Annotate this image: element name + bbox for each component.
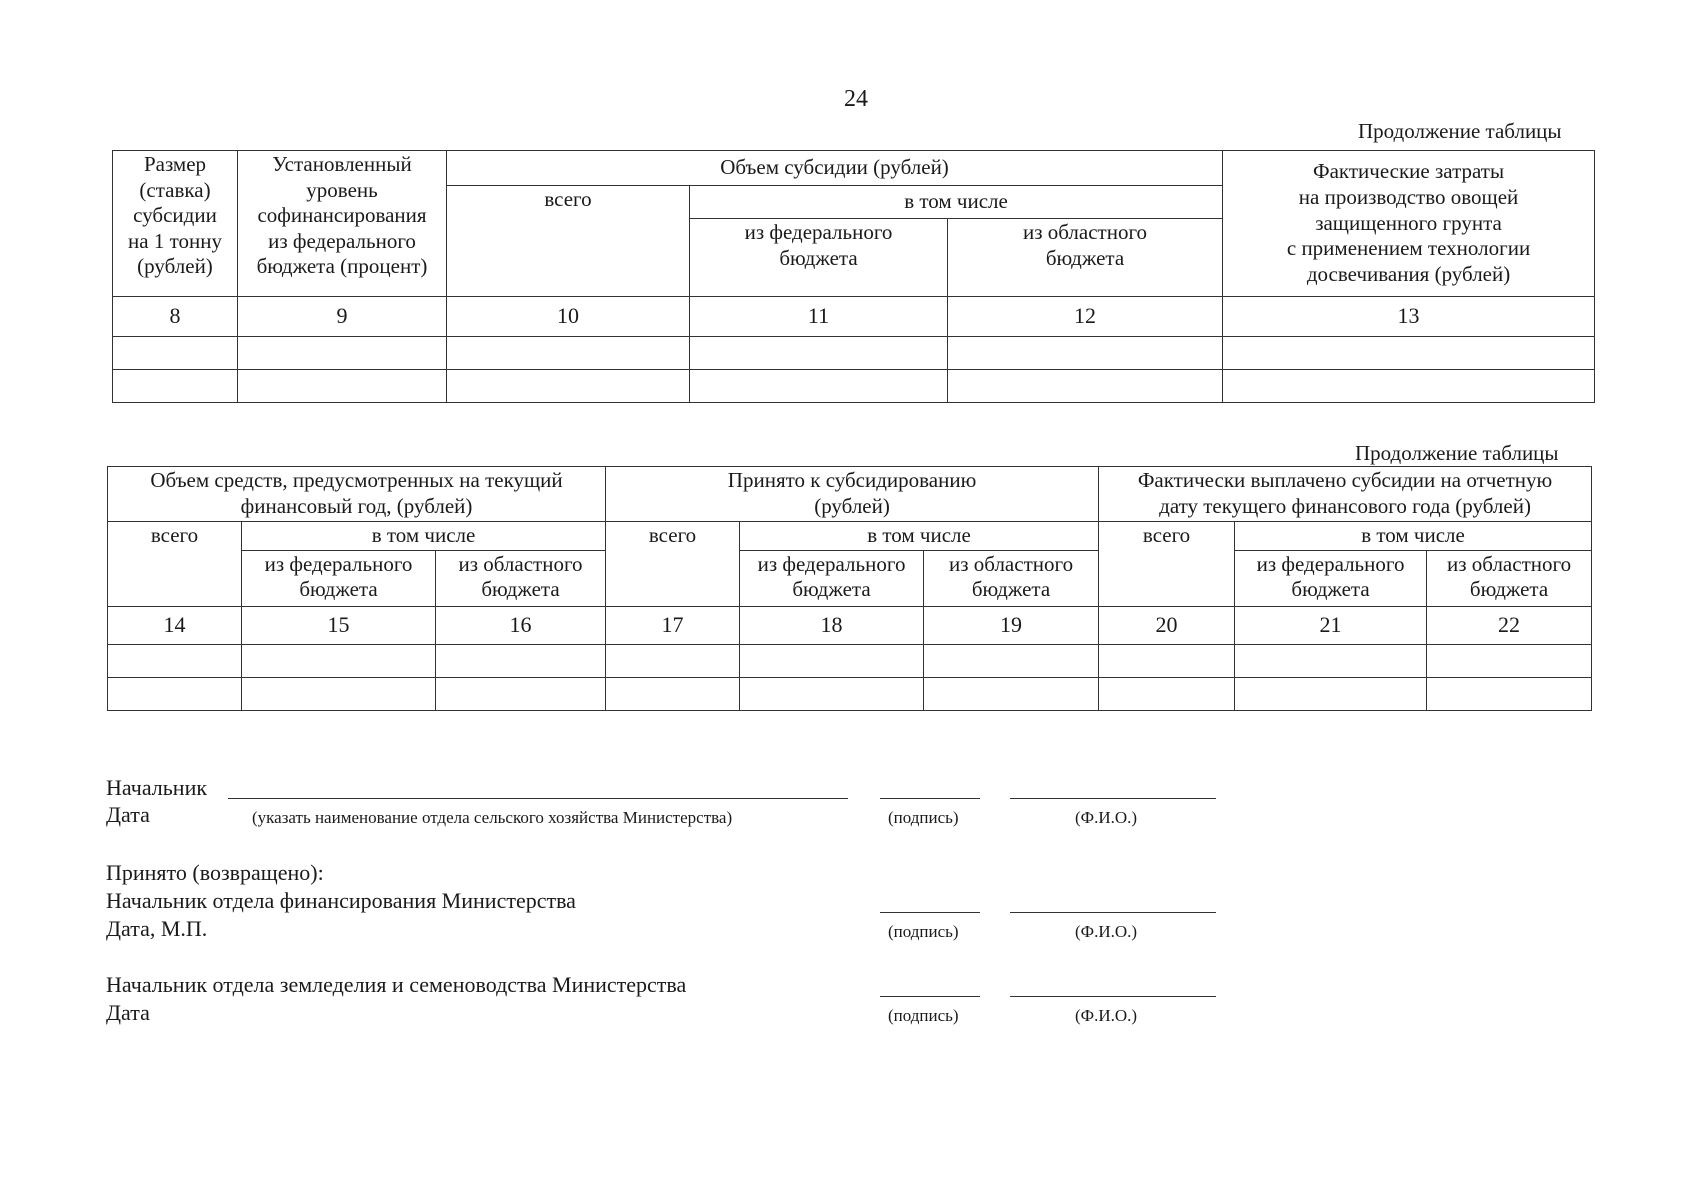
empty-cell — [242, 677, 436, 710]
header-regional: из областного бюджета — [924, 550, 1099, 606]
empty-cell — [948, 337, 1223, 370]
header-planned-funds: Объем средств, предусмотренных на текущий финансовый год, (рублей) — [108, 467, 606, 522]
empty-cell — [238, 337, 447, 370]
header-cofinancing-level: Установленный уровень софинансирования из федерального бюджета (процент) — [238, 151, 447, 297]
column-number: 9 — [238, 297, 447, 337]
empty-cell — [690, 337, 948, 370]
header-including: в том числе — [690, 186, 1223, 219]
finance-head-label: Начальник отдела финансирования Министерства — [106, 888, 576, 913]
empty-cell — [108, 677, 242, 710]
header-federal: из федерального бюджета — [1235, 550, 1427, 606]
page-number: 24 — [844, 86, 868, 112]
header-total: всего — [606, 522, 740, 607]
empty-cell — [1235, 677, 1427, 710]
fio-hint: (Ф.И.О.) — [1075, 808, 1138, 827]
fio-hint: (Ф.И.О.) — [1075, 1006, 1138, 1025]
signature-hint: (подпись) — [888, 922, 959, 941]
fio-line — [1010, 798, 1216, 799]
fio-line — [1010, 912, 1216, 913]
empty-cell — [108, 644, 242, 677]
head-label: Начальник — [106, 775, 208, 800]
header-regional: из областного бюджета — [1427, 550, 1592, 606]
empty-cell — [113, 337, 238, 370]
empty-cell — [1099, 644, 1235, 677]
header-regional: из областного бюджета — [948, 219, 1223, 297]
empty-cell — [436, 677, 606, 710]
empty-cell — [1235, 644, 1427, 677]
subsidy-table-2 — [107, 466, 1592, 711]
signature-hint: (подпись) — [888, 808, 959, 827]
header-accepted: Принято к субсидированию (рублей) — [606, 467, 1099, 522]
header-including: в том числе — [1235, 522, 1592, 551]
signature-hint: (подпись) — [888, 1006, 959, 1025]
empty-cell — [606, 677, 740, 710]
column-number: 18 — [740, 606, 924, 644]
empty-cell — [447, 337, 690, 370]
column-number: 8 — [113, 297, 238, 337]
column-number: 11 — [690, 297, 948, 337]
date-stamp-label: Дата, М.П. — [106, 916, 208, 941]
empty-cell — [113, 370, 238, 403]
signature-line — [880, 996, 980, 997]
empty-cell — [606, 644, 740, 677]
header-actual-costs: Фактические затраты на производство овощей защищенного грунта с применением технологии досвечивания (рублей) — [1223, 151, 1595, 297]
header-total: всего — [1099, 522, 1235, 607]
header-including: в том числе — [740, 522, 1099, 551]
column-number: 19 — [924, 606, 1099, 644]
empty-cell — [740, 677, 924, 710]
column-number: 20 — [1099, 606, 1235, 644]
column-number: 22 — [1427, 606, 1592, 644]
agri-head-label: Начальник отдела земледелия и семеноводства Министерства — [106, 972, 687, 997]
fio-hint: (Ф.И.О.) — [1075, 922, 1138, 941]
signature-line — [880, 912, 980, 913]
empty-cell — [436, 644, 606, 677]
accepted-returned-label: Принято (возвращено): — [106, 860, 324, 885]
empty-cell — [1427, 644, 1592, 677]
column-number: 17 — [606, 606, 740, 644]
column-number: 16 — [436, 606, 606, 644]
dept-name-line — [228, 798, 848, 799]
empty-cell — [948, 370, 1223, 403]
column-number: 21 — [1235, 606, 1427, 644]
empty-cell — [1427, 677, 1592, 710]
column-number: 14 — [108, 606, 242, 644]
signature-line — [880, 798, 980, 799]
empty-cell — [242, 644, 436, 677]
fio-line — [1010, 996, 1216, 997]
empty-cell — [690, 370, 948, 403]
subsidy-table-1 — [112, 150, 1595, 403]
empty-cell — [1223, 370, 1595, 403]
dept-name-hint: (указать наименование отдела сельского хозяйства Министерства) — [252, 808, 733, 827]
empty-cell — [447, 370, 690, 403]
empty-cell — [1223, 337, 1595, 370]
empty-cell — [924, 644, 1099, 677]
column-number: 15 — [242, 606, 436, 644]
header-federal: из федерального бюджета — [740, 550, 924, 606]
empty-cell — [740, 644, 924, 677]
continuation-label-2: Продолжение таблицы — [1355, 441, 1559, 465]
header-federal: из федерального бюджета — [242, 550, 436, 606]
header-federal: из федерального бюджета — [690, 219, 948, 297]
continuation-label-1: Продолжение таблицы — [1358, 119, 1562, 143]
empty-cell — [238, 370, 447, 403]
column-number: 13 — [1223, 297, 1595, 337]
date-label-2: Дата — [106, 1000, 150, 1025]
column-number: 10 — [447, 297, 690, 337]
header-total: всего — [108, 522, 242, 607]
empty-cell — [1099, 677, 1235, 710]
header-rate: Размер (ставка) субсидии на 1 тонну (рублей) — [113, 151, 238, 297]
header-actually-paid: Фактически выплачено субсидии на отчетную дату текущего финансового года (рублей) — [1099, 467, 1592, 522]
date-label: Дата — [106, 802, 150, 827]
header-regional: из областного бюджета — [436, 550, 606, 606]
header-subsidy-volume: Объем субсидии (рублей) — [447, 151, 1223, 186]
column-number: 12 — [948, 297, 1223, 337]
header-including: в том числе — [242, 522, 606, 551]
header-total: всего — [447, 186, 690, 297]
empty-cell — [924, 677, 1099, 710]
